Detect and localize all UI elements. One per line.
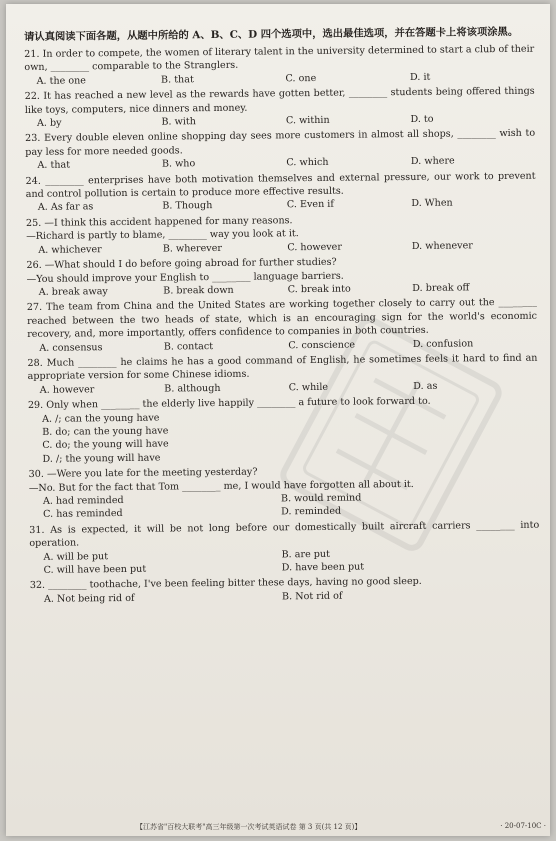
option-a[interactable]: A. break away: [38, 286, 108, 298]
question-options: [42, 407, 539, 466]
question-22: [25, 85, 535, 131]
question-stem: 28. Much ________ he claims he has a good command of English, he sometimes feels it hard to find an appropriate version for some Chinese idioms.: [27, 352, 538, 383]
question-23: [25, 127, 535, 173]
question-stem: 26. —What should I do before going abroad for further studies? —You should improve your English to ________ language barriers.: [26, 256, 344, 285]
option-c[interactable]: C. Even if: [286, 199, 334, 211]
question-stem: 21. In order to compete, the women of literary talent in the university determined to start a club of their own, ________ comparable to the Stranglers.: [24, 43, 535, 74]
option-c[interactable]: C. will have been put: [43, 563, 147, 576]
question-21: [24, 43, 534, 89]
exam-code: · 20-07-10C ·: [500, 822, 546, 830]
option-a[interactable]: A. will be put: [43, 550, 109, 563]
question-stem: 32. ________ toothache, I've been feeling bitter these days, having no good sleep.: [29, 576, 422, 592]
question-stem: 24. ________ enterprises have both motivation themselves and external pressure, our work to prevent and control pollution is certain to produce more effective results.: [25, 170, 536, 201]
option-b[interactable]: B. are put: [281, 548, 330, 560]
option-a[interactable]: A. that: [37, 159, 71, 172]
option-d[interactable]: D. reminded: [281, 506, 342, 518]
option-b[interactable]: B. contact: [163, 340, 214, 353]
question-24: [26, 169, 536, 215]
option-a[interactable]: A. by: [36, 117, 62, 129]
option-c[interactable]: C. while: [288, 381, 329, 393]
question-29: [28, 394, 539, 466]
question-31: [29, 518, 540, 577]
option-a[interactable]: A. /; can the young have: [42, 412, 160, 425]
option-c[interactable]: C. has reminded: [43, 508, 123, 521]
option-d[interactable]: D. have been put: [281, 561, 365, 574]
option-d[interactable]: D. where: [410, 155, 455, 168]
option-a[interactable]: A. As far as: [37, 201, 94, 214]
option-d[interactable]: D. as: [413, 380, 438, 392]
question-options: [43, 545, 539, 577]
option-b[interactable]: B. with: [161, 116, 196, 128]
option-b[interactable]: B. Not rid of: [281, 590, 343, 603]
option-c[interactable]: C. conscience: [288, 339, 356, 351]
option-b[interactable]: B. Though: [162, 200, 213, 213]
option-d[interactable]: D. confusion: [412, 337, 474, 350]
option-c[interactable]: C. which: [286, 157, 329, 169]
question-25: [26, 212, 536, 258]
question-27: [27, 296, 538, 355]
option-b[interactable]: B. that: [160, 74, 194, 86]
question-options: [43, 490, 539, 522]
option-d[interactable]: D. to: [410, 113, 434, 125]
option-d[interactable]: D. whenever: [411, 239, 473, 252]
option-d[interactable]: D. it: [409, 71, 431, 83]
question-28: [27, 352, 537, 398]
question-30: [29, 463, 540, 522]
page-number: 第 3 页(共 12 页)】: [298, 823, 362, 831]
option-a[interactable]: A. however: [39, 384, 95, 396]
question-stem: 23. Every double eleven online shopping day sees more customers in almost all shops, ________ wish to pay less for more needed goods.: [25, 128, 536, 158]
question-stem: 31. As is expected, it will be not long before our domestically built aircraft carriers ________ into operation.: [29, 519, 540, 550]
question-26: [26, 254, 536, 300]
section-instruction: 请认真阅读下面各题，从题中所给的 A、B、C、D 四个选项中，选出最佳选项，并在答题卡上将该项涂黑。: [24, 25, 519, 43]
question-stem: 30. —Were you late for the meeting yesterday? —No. But for the fact that Tom ________ me, I would have forgotten all about it.: [28, 466, 414, 494]
option-c[interactable]: C. however: [287, 241, 342, 253]
option-a[interactable]: A. consensus: [39, 341, 103, 354]
option-c[interactable]: C. one: [285, 72, 317, 85]
question-stem: 27. The team from China and the United States are working together closely to carry out the ________ reached between the two heads of state, which is an encouraging sign for the world's economic recovery, and, more importantly, offers confidence to companies in both countries.: [26, 296, 538, 341]
option-c[interactable]: C. within: [285, 114, 330, 127]
question-stem: 22. It has reached a new level as the rewards have gotten better, ________ students being offered things like toys, computers, nice dinners and money.: [24, 85, 535, 116]
option-b[interactable]: B. break down: [163, 284, 234, 297]
option-b[interactable]: B. would remind: [280, 492, 362, 505]
option-b[interactable]: B. although: [164, 382, 221, 395]
option-a[interactable]: A. had reminded: [42, 494, 124, 507]
option-c[interactable]: C. do; the young will have: [42, 438, 169, 452]
option-c[interactable]: C. break into: [287, 283, 351, 296]
option-b[interactable]: B. do; can the young have: [42, 425, 169, 438]
question-stem: 25. —I think this accident happened for many reasons. —Richard is partly to blame, ________ way you look at it.: [25, 215, 299, 243]
option-b[interactable]: B. wherever: [162, 242, 223, 255]
option-a[interactable]: A. whichever: [38, 243, 102, 256]
option-a[interactable]: A. Not being rid of: [43, 592, 135, 605]
page-footer: [136, 822, 550, 832]
option-d[interactable]: D. When: [411, 197, 453, 210]
option-a[interactable]: A. the one: [36, 75, 87, 87]
exam-page: [6, 4, 550, 836]
exam-content: [24, 25, 540, 609]
option-d[interactable]: D. break off: [412, 282, 470, 294]
question-32: [30, 574, 540, 606]
option-b[interactable]: B. who: [161, 158, 196, 170]
option-d[interactable]: D. /; the young will have: [42, 452, 161, 465]
exam-title: 【江苏省"百校大联考"高三年级第一次考试英语试卷: [136, 823, 297, 831]
question-stem: 29. Only when ________ the elderly live happily ________ a future to look forward to.: [27, 395, 431, 412]
